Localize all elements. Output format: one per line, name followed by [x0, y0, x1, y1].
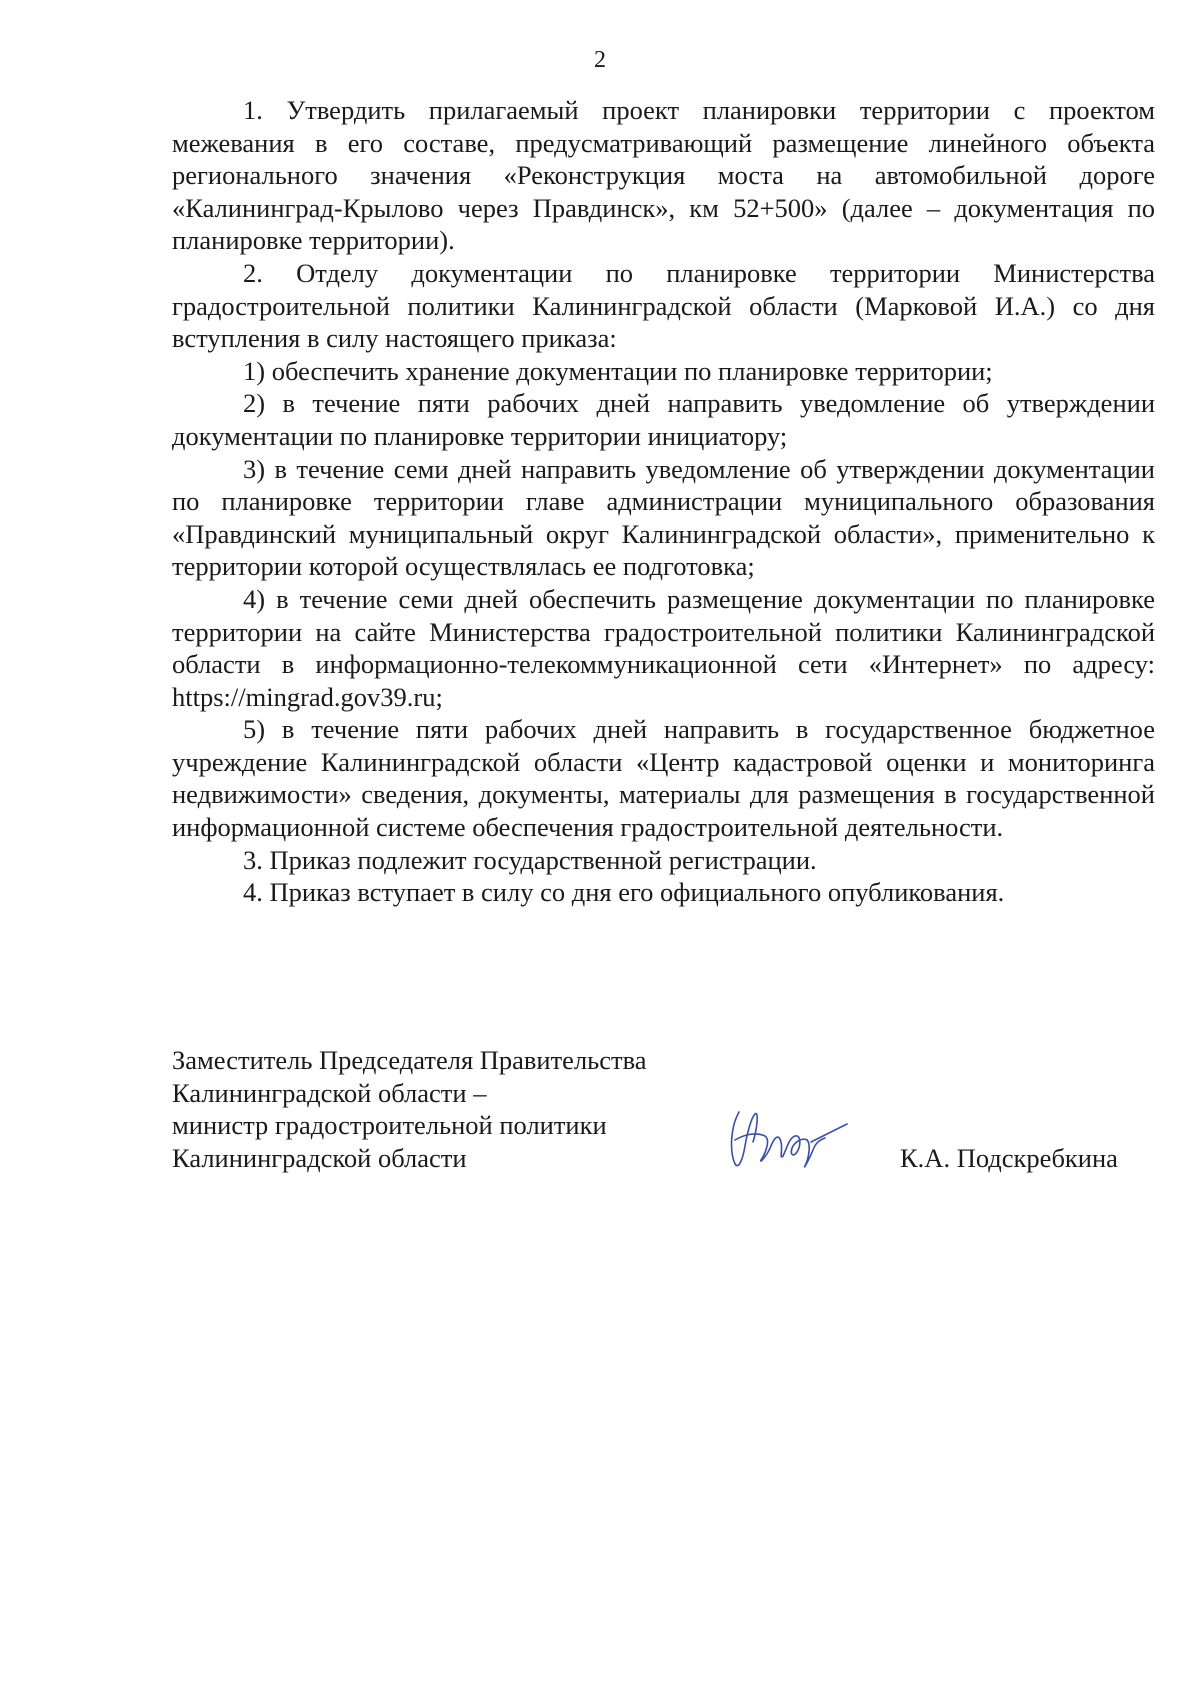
subparagraph-5: 5) в течение пяти рабочих дней направить в государственное бюджетное учреждение Калининградской области «Центр кадастровой оценки и мониторинга недвижимости» сведения, документы, материалы для размещения в государственной информационной системе обеспечения градостроительной деятельности. — [172, 714, 1155, 843]
subparagraph-1: 1) обеспечить хранение документации по планировке территории; — [243, 355, 993, 386]
paragraph-item-2: 2. Отделу документации по планировке территории Министерства градостроительной политики Калининградской области (Марковой И.А.) со дня вступления в силу настоящего приказа: — [172, 257, 1155, 354]
subparagraph-4: 4) в течение семи дней обеспечить размещение документации по планировке территории на сайте Министерства градостроительной политики Калининградской области в информационно-телекоммуникационной сети «Интернет» по адресу: https://mingrad.gov39.ru; — [172, 583, 1155, 712]
signatory-title-line: Заместитель Председателя Правительства — [172, 1045, 647, 1075]
paragraph-item-1: 1. Утвердить прилагаемый проект планировки территории с проектом межевания в его составе, предусматривающий размещение линейного объекта регионального значения «Реконструкция моста на автомобильной дороге «Калининград-Крылово через Правдинск», км 52+500» (далее – документация по планировке территории). — [172, 95, 1155, 256]
signatory-title-line: Калининградской области — [172, 1142, 467, 1173]
paragraph-item-3: 3. Приказ подлежит государственной регистрации. — [243, 844, 817, 875]
subparagraph-3: 3) в течение семи дней направить уведомление об утверждении документации по планировке территории главе администрации муниципального образования «Правдинский муниципальный округ Калининградской области», применительно к территории которой осуществлялась ее подготовка; — [172, 453, 1155, 582]
paragraph-item-4: 4. Приказ вступает в силу со дня его официального опубликования. — [243, 877, 1005, 908]
signatory-title-line: министр градостроительной политики — [172, 1110, 607, 1141]
document-body — [172, 94, 1155, 909]
signer-name: К.А. Подскребкина — [900, 1143, 1118, 1173]
signatory-title — [172, 1044, 692, 1174]
page-number: 2 — [594, 47, 606, 73]
handwritten-signature — [725, 1100, 850, 1172]
signatory-title-line: Калининградской области – — [172, 1077, 487, 1108]
subparagraph-2: 2) в течение пяти рабочих дней направить уведомление об утверждении документации по планировке территории инициатору; — [172, 388, 1155, 451]
